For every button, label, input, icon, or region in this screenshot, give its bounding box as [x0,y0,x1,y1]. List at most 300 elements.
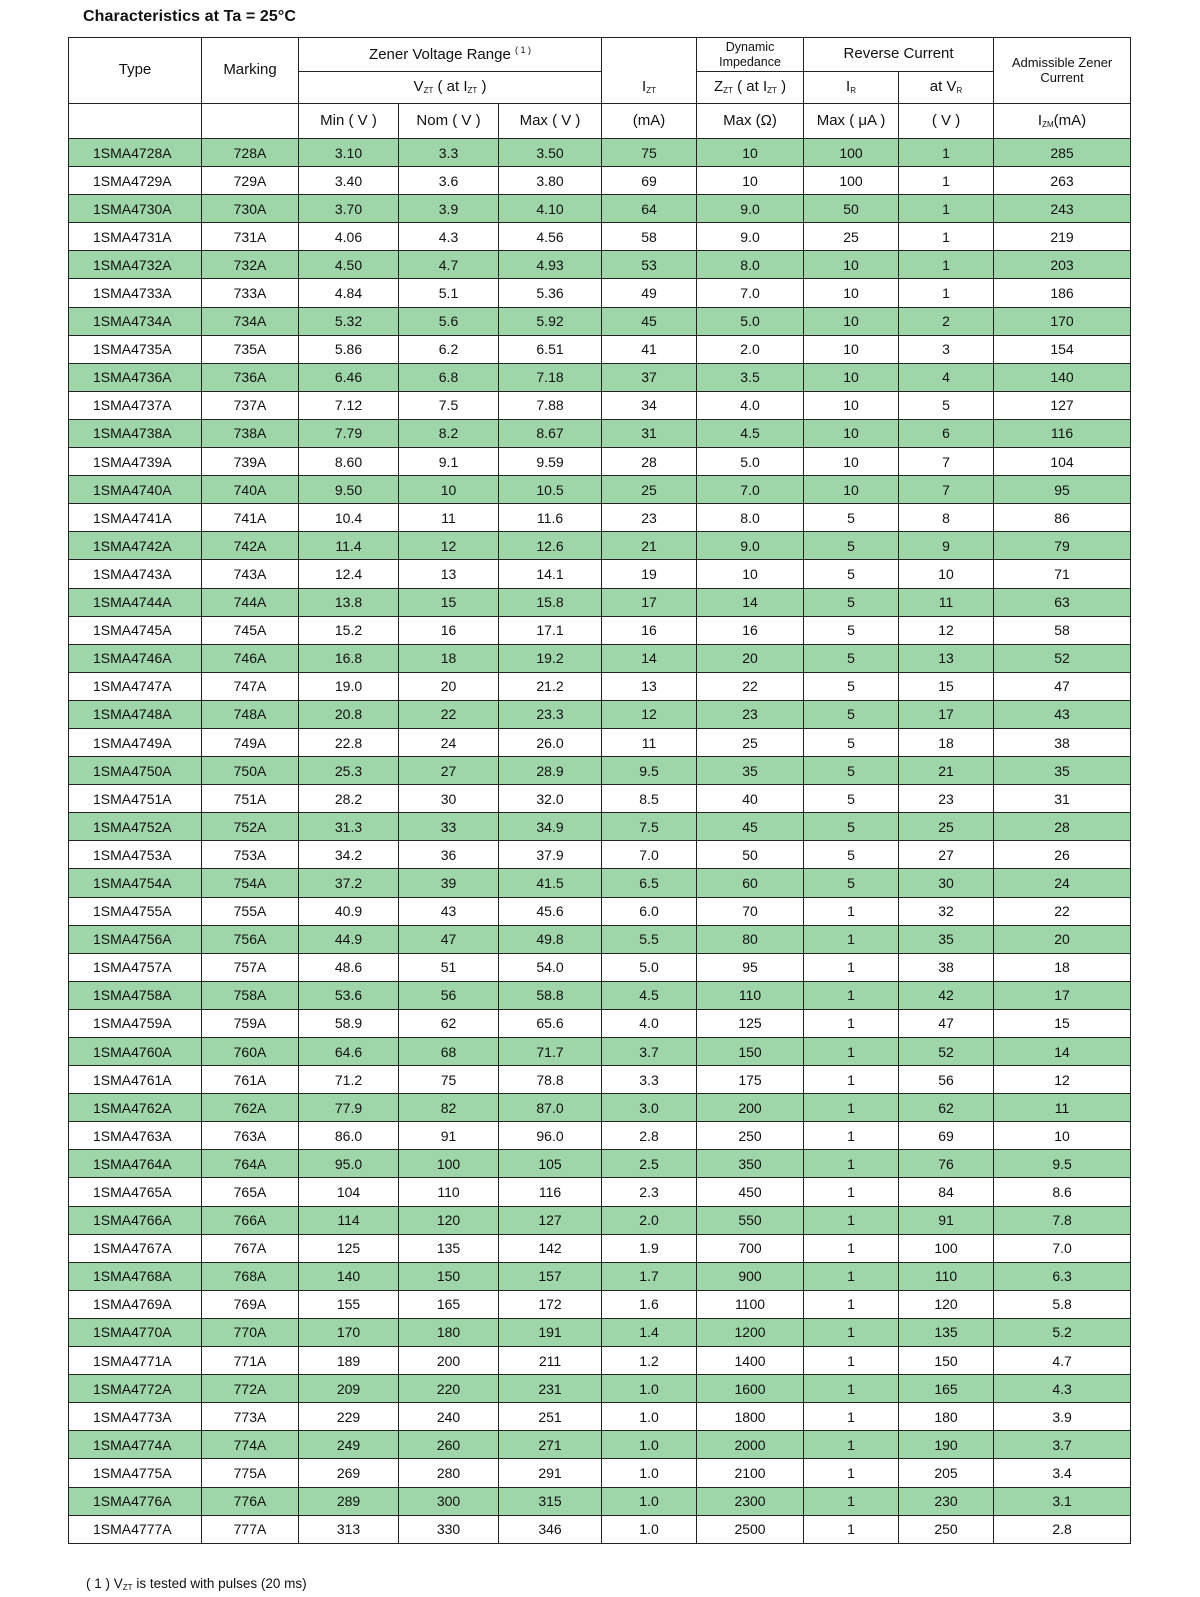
table-row [69,139,1131,167]
cell-vr: 250 [899,1515,994,1543]
cell-izt: 1.0 [602,1487,697,1515]
header-type-blank [69,104,202,139]
cell-vz-nom: 6.8 [399,363,499,391]
cell-type: 1SMA4771A [69,1347,202,1375]
cell-marking: 746A [202,644,299,672]
cell-vz-min: 28.2 [299,785,399,813]
cell-vz-min: 3.10 [299,139,399,167]
cell-izm: 20 [994,925,1131,953]
cell-type: 1SMA4760A [69,1038,202,1066]
cell-vr: 8 [899,504,994,532]
cell-vr: 1 [899,139,994,167]
cell-vz-min: 31.3 [299,813,399,841]
cell-zzt-max: 1600 [697,1375,804,1403]
cell-vr: 13 [899,644,994,672]
table-row [69,1234,1131,1262]
cell-izm: 3.7 [994,1431,1131,1459]
cell-izt: 1.9 [602,1234,697,1262]
cell-vz-max: 45.6 [499,897,602,925]
cell-izt: 1.7 [602,1262,697,1290]
cell-vz-max: 14.1 [499,560,602,588]
header-at-vr: at $V_R$ [899,72,994,104]
cell-zzt-max: 40 [697,785,804,813]
cell-vz-nom: 100 [399,1150,499,1178]
cell-marking: 750A [202,757,299,785]
cell-izm: 3.9 [994,1403,1131,1431]
cell-vz-min: 104 [299,1178,399,1206]
cell-izt: 1.0 [602,1459,697,1487]
cell-vz-max: 17.1 [499,616,602,644]
cell-vr: 35 [899,925,994,953]
cell-izt: 7.0 [602,841,697,869]
cell-marking: 759A [202,1009,299,1037]
table-row [69,1122,1131,1150]
cell-type: 1SMA4728A [69,139,202,167]
cell-vz-max: 346 [499,1515,602,1543]
cell-ir-max: 1 [804,1038,899,1066]
cell-izt: 41 [602,335,697,363]
cell-vz-nom: 260 [399,1431,499,1459]
cell-vz-nom: 220 [399,1375,499,1403]
cell-izm: 14 [994,1038,1131,1066]
header-izt: $I_{ZT}$ [602,72,697,104]
cell-vz-nom: 47 [399,925,499,953]
cell-izm: 285 [994,139,1131,167]
cell-vr: 120 [899,1290,994,1318]
cell-vz-nom: 280 [399,1459,499,1487]
cell-vr: 1 [899,279,994,307]
cell-zzt-max: 8.0 [697,504,804,532]
cell-izt: 23 [602,504,697,532]
cell-izm: 18 [994,953,1131,981]
header-max-ohm: Max (Ω) [697,104,804,139]
cell-vz-max: 19.2 [499,644,602,672]
cell-izm: 186 [994,279,1131,307]
table-row [69,532,1131,560]
cell-izt: 28 [602,448,697,476]
cell-zzt-max: 900 [697,1262,804,1290]
cell-izt: 7.5 [602,813,697,841]
cell-vr: 190 [899,1431,994,1459]
cell-izm: 31 [994,785,1131,813]
cell-type: 1SMA4753A [69,841,202,869]
cell-marking: 773A [202,1403,299,1431]
cell-ir-max: 1 [804,1459,899,1487]
cell-zzt-max: 25 [697,728,804,756]
cell-type: 1SMA4766A [69,1206,202,1234]
cell-zzt-max: 250 [697,1122,804,1150]
cell-vz-min: 13.8 [299,588,399,616]
cell-type: 1SMA4747A [69,672,202,700]
cell-vr: 42 [899,981,994,1009]
cell-izm: 7.8 [994,1206,1131,1234]
cell-vz-max: 3.80 [499,167,602,195]
cell-vz-nom: 150 [399,1262,499,1290]
footnote-marker: ( 1 ) [86,1576,111,1591]
cell-type: 1SMA4737A [69,391,202,419]
cell-type: 1SMA4755A [69,897,202,925]
cell-izt: 45 [602,307,697,335]
cell-type: 1SMA4754A [69,869,202,897]
cell-vz-min: 7.12 [299,391,399,419]
cell-type: 1SMA4757A [69,953,202,981]
cell-vr: 1 [899,251,994,279]
cell-vz-min: 48.6 [299,953,399,981]
cell-zzt-max: 80 [697,925,804,953]
cell-izm: 15 [994,1009,1131,1037]
cell-marking: 735A [202,335,299,363]
cell-vz-nom: 68 [399,1038,499,1066]
cell-vz-min: 289 [299,1487,399,1515]
cell-marking: 763A [202,1122,299,1150]
cell-type: 1SMA4746A [69,644,202,672]
cell-izt: 37 [602,363,697,391]
cell-marking: 765A [202,1178,299,1206]
cell-vz-max: 21.2 [499,672,602,700]
cell-vz-nom: 51 [399,953,499,981]
cell-izt: 14 [602,644,697,672]
cell-marking: 732A [202,251,299,279]
cell-izt: 4.5 [602,981,697,1009]
table-row [69,757,1131,785]
characteristics-table [68,37,1131,1544]
cell-zzt-max: 7.0 [697,476,804,504]
cell-vz-nom: 18 [399,644,499,672]
cell-vz-min: 16.8 [299,644,399,672]
cell-ir-max: 10 [804,391,899,419]
cell-vz-nom: 240 [399,1403,499,1431]
cell-izt: 34 [602,391,697,419]
cell-marking: 749A [202,728,299,756]
cell-vz-nom: 10 [399,476,499,504]
cell-izt: 9.5 [602,757,697,785]
cell-type: 1SMA4730A [69,195,202,223]
cell-vz-max: 12.6 [499,532,602,560]
cell-marking: 729A [202,167,299,195]
cell-vz-min: 3.40 [299,167,399,195]
cell-vz-min: 4.06 [299,223,399,251]
cell-vz-max: 15.8 [499,588,602,616]
table-row [69,1318,1131,1346]
cell-izm: 2.8 [994,1515,1131,1543]
cell-zzt-max: 200 [697,1094,804,1122]
cell-zzt-max: 50 [697,841,804,869]
cell-izm: 7.0 [994,1234,1131,1262]
cell-type: 1SMA4770A [69,1318,202,1346]
table-row [69,1459,1131,1487]
cell-vz-nom: 75 [399,1066,499,1094]
cell-marking: 760A [202,1038,299,1066]
cell-type: 1SMA4748A [69,700,202,728]
cell-vz-min: 170 [299,1318,399,1346]
cell-type: 1SMA4762A [69,1094,202,1122]
cell-vz-max: 127 [499,1206,602,1234]
cell-marking: 737A [202,391,299,419]
cell-izm: 170 [994,307,1131,335]
cell-vr: 150 [899,1347,994,1375]
cell-vz-min: 20.8 [299,700,399,728]
cell-vz-min: 249 [299,1431,399,1459]
cell-izt: 3.7 [602,1038,697,1066]
cell-vz-max: 23.3 [499,700,602,728]
cell-zzt-max: 70 [697,897,804,925]
table-row [69,195,1131,223]
cell-zzt-max: 125 [697,1009,804,1037]
cell-ir-max: 5 [804,869,899,897]
cell-izm: 12 [994,1066,1131,1094]
cell-izt: 5.0 [602,953,697,981]
cell-izt: 2.3 [602,1178,697,1206]
cell-izm: 5.2 [994,1318,1131,1346]
cell-zzt-max: 550 [697,1206,804,1234]
table-row [69,448,1131,476]
cell-type: 1SMA4764A [69,1150,202,1178]
footnote-v-label: V [113,1576,123,1591]
cell-izm: 140 [994,363,1131,391]
cell-ir-max: 1 [804,1206,899,1234]
cell-vr: 165 [899,1375,994,1403]
cell-ir-max: 100 [804,167,899,195]
cell-zzt-max: 2000 [697,1431,804,1459]
table-row [69,1038,1131,1066]
cell-zzt-max: 60 [697,869,804,897]
cell-vz-max: 8.67 [499,419,602,447]
cell-izt: 75 [602,139,697,167]
cell-vz-max: 231 [499,1375,602,1403]
cell-zzt-max: 1800 [697,1403,804,1431]
cell-ir-max: 10 [804,448,899,476]
cell-type: 1SMA4729A [69,167,202,195]
table-row [69,841,1131,869]
cell-vz-min: 19.0 [299,672,399,700]
cell-vz-max: 157 [499,1262,602,1290]
cell-vz-nom: 5.6 [399,307,499,335]
cell-vz-nom: 16 [399,616,499,644]
cell-izt: 12 [602,700,697,728]
cell-vz-nom: 165 [399,1290,499,1318]
cell-ir-max: 10 [804,279,899,307]
cell-vr: 84 [899,1178,994,1206]
cell-izm: 79 [994,532,1131,560]
cell-vz-nom: 15 [399,588,499,616]
cell-izt: 1.0 [602,1375,697,1403]
header-izt-blank [602,38,697,72]
cell-izt: 11 [602,728,697,756]
cell-vz-max: 54.0 [499,953,602,981]
cell-vr: 5 [899,391,994,419]
cell-vr: 180 [899,1403,994,1431]
cell-zzt-max: 4.0 [697,391,804,419]
cell-marking: 761A [202,1066,299,1094]
cell-izm: 38 [994,728,1131,756]
table-row [69,223,1131,251]
table-row [69,616,1131,644]
cell-vz-max: 34.9 [499,813,602,841]
cell-marking: 743A [202,560,299,588]
cell-type: 1SMA4769A [69,1290,202,1318]
cell-zzt-max: 2300 [697,1487,804,1515]
cell-type: 1SMA4761A [69,1066,202,1094]
cell-marking: 762A [202,1094,299,1122]
cell-vr: 6 [899,419,994,447]
cell-vz-max: 116 [499,1178,602,1206]
cell-vz-nom: 180 [399,1318,499,1346]
cell-vz-min: 77.9 [299,1094,399,1122]
cell-ir-max: 1 [804,1262,899,1290]
cell-ir-max: 5 [804,644,899,672]
table-row [69,1206,1131,1234]
cell-vr: 23 [899,785,994,813]
header-zener-voltage-range-label: Zener Voltage Range [369,45,511,63]
cell-ir-max: 1 [804,1487,899,1515]
cell-type: 1SMA4772A [69,1375,202,1403]
cell-zzt-max: 1100 [697,1290,804,1318]
cell-ir-max: 1 [804,1150,899,1178]
cell-ir-max: 10 [804,419,899,447]
cell-zzt-max: 23 [697,700,804,728]
header-vzt: $V_{ZT}$ ( at $I_{ZT}$ ) [299,72,602,104]
cell-vz-min: 313 [299,1515,399,1543]
table-row [69,1009,1131,1037]
cell-vz-max: 10.5 [499,476,602,504]
cell-izm: 3.4 [994,1459,1131,1487]
cell-izm: 43 [994,700,1131,728]
cell-vz-nom: 56 [399,981,499,1009]
cell-zzt-max: 95 [697,953,804,981]
cell-vz-min: 25.3 [299,757,399,785]
cell-izt: 3.3 [602,1066,697,1094]
cell-vz-nom: 9.1 [399,448,499,476]
cell-zzt-max: 5.0 [697,448,804,476]
cell-marking: 741A [202,504,299,532]
cell-ir-max: 5 [804,841,899,869]
cell-zzt-max: 1200 [697,1318,804,1346]
cell-type: 1SMA4742A [69,532,202,560]
cell-izt: 17 [602,588,697,616]
footnote: ( 1 ) $V_{ZT}$ is tested with pulses (20 ms) [86,1576,307,1592]
cell-marking: 747A [202,672,299,700]
cell-marking: 755A [202,897,299,925]
cell-vr: 205 [899,1459,994,1487]
cell-vz-nom: 30 [399,785,499,813]
cell-vz-nom: 20 [399,672,499,700]
cell-type: 1SMA4759A [69,1009,202,1037]
cell-izt: 6.5 [602,869,697,897]
cell-vz-max: 7.88 [499,391,602,419]
table-row [69,335,1131,363]
cell-izm: 63 [994,588,1131,616]
cell-type: 1SMA4732A [69,251,202,279]
cell-ir-max: 1 [804,1403,899,1431]
cell-marking: 768A [202,1262,299,1290]
cell-marking: 777A [202,1515,299,1543]
header-v-unit: ( V ) [899,104,994,139]
cell-vz-max: 315 [499,1487,602,1515]
cell-vz-min: 7.79 [299,419,399,447]
table-row [69,1487,1131,1515]
table-row [69,560,1131,588]
cell-vr: 2 [899,307,994,335]
page-title: Characteristics at Ta = 25°C [83,8,297,25]
table-row [69,1150,1131,1178]
header-dynamic-impedance [697,38,804,72]
cell-izt: 2.8 [602,1122,697,1150]
cell-marking: 731A [202,223,299,251]
cell-marking: 738A [202,419,299,447]
cell-vz-min: 11.4 [299,532,399,560]
cell-marking: 770A [202,1318,299,1346]
cell-marking: 758A [202,981,299,1009]
cell-zzt-max: 2.0 [697,335,804,363]
cell-vz-max: 7.18 [499,363,602,391]
cell-izm: 3.1 [994,1487,1131,1515]
cell-marking: 774A [202,1431,299,1459]
cell-ir-max: 10 [804,363,899,391]
cell-vr: 15 [899,672,994,700]
cell-type: 1SMA4743A [69,560,202,588]
cell-vz-nom: 91 [399,1122,499,1150]
cell-vz-min: 209 [299,1375,399,1403]
cell-vz-max: 9.59 [499,448,602,476]
cell-izt: 69 [602,167,697,195]
cell-izm: 219 [994,223,1131,251]
cell-izt: 1.6 [602,1290,697,1318]
cell-vz-nom: 6.2 [399,335,499,363]
cell-izm: 5.8 [994,1290,1131,1318]
cell-vz-nom: 12 [399,532,499,560]
cell-vr: 7 [899,448,994,476]
cell-vr: 9 [899,532,994,560]
cell-type: 1SMA4774A [69,1431,202,1459]
cell-type: 1SMA4765A [69,1178,202,1206]
cell-vz-nom: 3.3 [399,139,499,167]
header-reverse-current: Reverse Current [804,38,994,72]
cell-type: 1SMA4738A [69,419,202,447]
cell-izt: 21 [602,532,697,560]
cell-ir-max: 5 [804,504,899,532]
header-min: Min ( V ) [299,104,399,139]
cell-vz-max: 41.5 [499,869,602,897]
cell-vz-max: 78.8 [499,1066,602,1094]
cell-type: 1SMA4749A [69,728,202,756]
cell-vz-nom: 13 [399,560,499,588]
cell-ir-max: 1 [804,1234,899,1262]
cell-vr: 3 [899,335,994,363]
cell-ir-max: 1 [804,1122,899,1150]
cell-vz-min: 95.0 [299,1150,399,1178]
cell-zzt-max: 20 [697,644,804,672]
cell-marking: 751A [202,785,299,813]
cell-marking: 775A [202,1459,299,1487]
cell-vz-nom: 110 [399,1178,499,1206]
cell-vz-min: 155 [299,1290,399,1318]
cell-type: 1SMA4758A [69,981,202,1009]
cell-vr: 110 [899,1262,994,1290]
cell-marking: 748A [202,700,299,728]
cell-marking: 730A [202,195,299,223]
cell-zzt-max: 10 [697,167,804,195]
cell-ir-max: 1 [804,1178,899,1206]
cell-ir-max: 50 [804,195,899,223]
cell-vz-min: 5.86 [299,335,399,363]
cell-izt: 4.0 [602,1009,697,1037]
cell-marking: 739A [202,448,299,476]
table-row [69,279,1131,307]
cell-marking: 754A [202,869,299,897]
cell-zzt-max: 35 [697,757,804,785]
cell-type: 1SMA4756A [69,925,202,953]
cell-izt: 58 [602,223,697,251]
